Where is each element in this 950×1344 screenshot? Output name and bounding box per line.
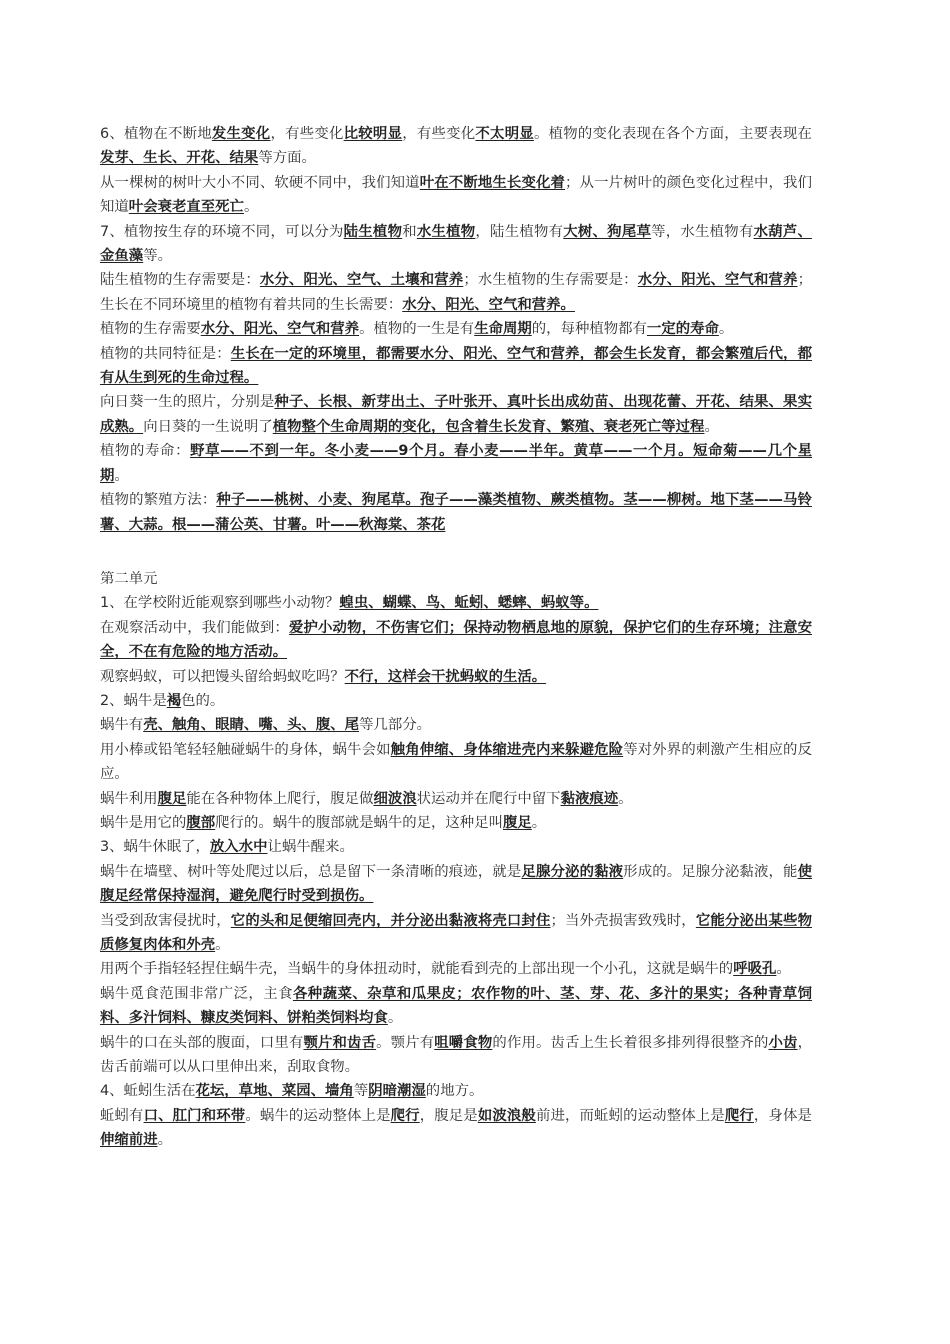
text-segment: 等。 [143,248,172,265]
key-term: 呼吸孔 [733,961,777,978]
key-term: 发生变化 [211,126,271,142]
unit-two-heading: 第二单元 [100,570,158,587]
paragraph [100,342,812,391]
text-segment: 。 [114,467,129,484]
paragraph [100,738,812,787]
text-segment: 前进，而蚯蚓的运动整体上是 [535,1107,725,1124]
paragraph [100,616,812,665]
text-segment: 。 [718,321,734,338]
unit-two-section [100,591,812,1152]
paragraph [100,665,812,689]
key-term: 水分、阳光、空气和营养 [200,321,360,338]
text-segment: 。 [387,1010,403,1027]
key-term: 爬行 [390,1107,420,1124]
document-page [100,122,812,1153]
key-term: 小齿 [768,1034,798,1051]
key-term: 壳、触角、眼睛、嘴、头、腹、尾 [143,717,360,734]
text-segment: ，身体是 [753,1107,812,1124]
key-term: 放入水中 [209,839,268,856]
text-segment: ；从一片树叶的颜色变化过程中，我们知道 [100,174,812,216]
key-term: 爬行 [724,1107,754,1124]
key-term: 褐 [166,692,182,709]
text-segment: 蚯蚓有 [100,1107,144,1124]
key-term: 发芽、生长、开花、结果 [100,150,259,167]
text-segment: 。 [243,199,259,216]
paragraph [100,591,812,615]
paragraph [100,957,812,981]
key-term: 不行，这样会干扰蚂蚁的生活。 [344,668,547,685]
text-segment: 让蜗牛醒来。 [267,839,354,856]
key-term: 水生植物 [416,223,476,240]
key-term: 爱护小动物，不伤害它们；保持动物栖息地的原貌，保护它们的生存环境；注意安全，不在有危险的地方活动。 [100,619,812,661]
key-term: 一定的寿命 [646,321,719,338]
key-term: 使腹足经常保持湿润，避免爬行时受到损伤。 [100,863,812,905]
key-term: 水葫芦、金鱼藻 [100,223,812,265]
text-segment: 。 [157,1132,172,1149]
text-segment: 植物的寿命： [100,443,191,460]
text-segment: 蜗牛利用 [100,790,158,807]
key-term: 种子——桃树、小麦、狗尾草。孢子——藻类植物、蕨类植物。茎——柳树。地下茎——马铃薯、大蒜。根——蒲公英、甘薯。叶——秋海棠、茶花 [100,492,812,533]
text-segment: 植物的生存需要 [100,321,201,338]
text-segment: 形成的。足腺分泌黏液，能 [623,863,798,880]
text-segment: ；生长在不同环境里的植物有着共同的生长需要： [100,272,812,313]
paragraph [100,1104,812,1153]
text-segment: 蜗牛的口在头部的腹面，口里有 [100,1034,304,1051]
text-segment: ，齿舌前端可以从口里伸出来，刮取食物。 [100,1034,812,1076]
key-term: 水分、阳光、空气和营养 [637,272,798,289]
key-term: 细波浪 [373,790,417,807]
text-segment: 7、植物按生存的环境不同，可以分为 [100,223,344,240]
text-segment: 植物的共同特征是： [100,345,231,362]
text-segment: 。 [776,961,791,978]
key-term: 黏液痕迹 [560,790,619,807]
text-segment: 和 [402,223,417,240]
text-segment: 的地方。 [425,1083,484,1100]
text-segment: 植物的繁殖方法： [100,492,217,509]
key-term: 它的头和足便缩回壳内，并分泌出黏液将壳口封住 [230,912,551,929]
paragraph [100,1079,812,1103]
text-segment: 爬行的。蜗牛的腹部就是蜗牛的足，这种足叫 [215,814,503,831]
text-segment: 陆生植物的生存需要是： [100,272,260,289]
text-segment: ，有些变化 [402,126,476,142]
paragraph [100,488,812,537]
text-segment: 用小棒或铅笔轻轻触碰蜗牛的身体，蜗牛会如 [100,741,391,758]
paragraph [100,122,812,171]
key-term: 腹足 [502,814,532,831]
key-term: 伸缩前进 [100,1132,158,1149]
text-segment: 色的。 [181,692,225,709]
text-segment: 等对外界的刺激产生相应的反应。 [100,741,812,783]
text-segment: 蜗牛有 [100,717,144,734]
key-term: 它能分泌出某些物质修复肉体和外壳 [100,912,812,953]
paragraph [100,982,812,1031]
key-term: 蝗虫、蝴蝶、鸟、蚯蚓、蟋蟀、蚂蚁等。 [339,595,599,612]
text-segment: 向日葵一生的照片，分别是 [100,394,275,411]
text-segment: 观察蚂蚁，可以把馒头留给蚂蚁吃吗？ [100,668,345,685]
text-segment: 能在各种物体上爬行，腹足做 [186,790,374,807]
key-term: 阴暗潮湿 [368,1083,426,1100]
text-segment: ，陆生植物有 [475,223,564,240]
key-term: 种子、长根、新芽出土、子叶张开、真叶长出成幼苗、出现花蕾、开花、结果、果实成熟。 [100,394,812,435]
key-term: 生命周期 [474,321,532,338]
paragraph [100,713,812,737]
key-term: 叶会衰老直至死亡 [128,199,244,216]
paragraph [100,317,812,341]
key-term: 叶在不断地生长变化着 [419,174,566,191]
text-segment: 。 [531,814,547,831]
key-term: 如波浪般 [477,1107,536,1124]
key-term: 各种蔬菜、杂草和瓜果皮；农作物的叶、茎、芽、花、多汁的果实；各种青草饲料、多汁饲料、糠皮类饲料、饼粕类饲料均食 [100,985,812,1027]
text-segment: 。 [618,790,633,807]
paragraph [100,1031,812,1080]
text-segment: 等 [353,1083,369,1100]
text-segment: 的，每种植物都有 [531,321,647,338]
key-term: 植物整个生命周期的变化，包含着生长发育、繁殖、衰老死亡等过程 [272,418,705,435]
text-segment: ，腹足是 [419,1107,478,1124]
key-term: 水分、阳光、空气和营养。 [402,296,575,313]
text-segment: ；当外壳损害致残时， [550,912,696,929]
text-segment: 。蜗牛的运动整体上是 [245,1107,391,1124]
paragraph [100,171,812,220]
paragraph [100,268,812,317]
paragraph [100,860,812,909]
paragraph [100,689,812,713]
paragraph [100,787,812,811]
text-segment: 的作用。齿舌上生长着很多排列得很整齐的 [492,1034,769,1051]
key-term: 腹足 [157,790,187,807]
key-term: 生长在一定的环境里，都需要水分、阳光、空气和营养，都会生长发育，都会繁殖后代，都有从生到死的生命过程。 [100,345,812,387]
unit-one-section [100,122,812,537]
text-segment: 。植物的变化表现在各个方面，主要表现在 [533,126,812,142]
text-segment: ，有些变化 [270,126,344,142]
section-gap [100,537,812,567]
text-segment: 蜗牛是用它的 [100,814,187,831]
text-segment: ；水生植物的生存需要是： [463,272,638,289]
text-segment: 1、在学校附近能观察到哪些小动物？ [100,595,340,612]
key-term: 大树、狗尾草 [563,223,652,240]
text-segment: 。颚片有 [376,1034,435,1051]
text-segment: 向日葵的一生说明了 [143,418,273,435]
key-term: 比较明显 [343,126,403,142]
paragraph [100,835,812,859]
paragraph [100,811,812,835]
text-segment: 。 [704,418,719,435]
key-term: 野草——不到一年。冬小麦——9个月。春小麦——半年。黄草——一个月。短命菊——几个星期 [100,443,812,484]
key-term: 不太明显 [475,126,534,142]
text-segment: 3、蜗牛休眠了， [100,839,210,856]
key-term: 颚片和齿舌 [303,1034,377,1051]
text-segment: 从一棵树的树叶大小不同、软硬不同中，我们知道 [100,174,420,191]
paragraph [100,220,812,269]
text-segment: 等几部分。 [359,717,432,734]
text-segment: 等方面。 [258,150,316,167]
text-segment: 用两个手指轻轻捏住蜗牛壳，当蜗牛的身体扭动时，就能看到壳的上部出现一个小孔，这就是蜗牛的 [100,961,734,978]
text-segment: 2、蜗牛是 [100,692,167,709]
text-segment: 等，水生植物有 [651,223,754,240]
key-term: 陆生植物 [343,223,403,240]
key-term: 腹部 [186,814,216,831]
text-segment: 蜗牛觅食范围非常广泛，主食 [100,985,293,1002]
text-segment: 4、蚯蚓生活在 [100,1083,196,1100]
text-segment: 6、植物在不断地 [100,126,212,142]
key-term: 足腺分泌的黏液 [521,863,624,880]
paragraph [100,909,812,958]
key-term: 口、肛门和环带 [143,1107,246,1124]
key-term: 水分、阳光、空气、土壤和营养 [259,272,464,289]
key-term: 花坛，草地、菜园、墙角 [195,1083,354,1100]
paragraph [100,439,812,488]
text-segment: 在观察活动中，我们能做到： [100,619,289,636]
key-term: 触角伸缩、身体缩进壳内来躲避危险 [390,741,624,758]
text-segment: 状运动并在爬行中留下 [416,790,561,807]
text-segment: 。植物的一生是有 [359,321,475,338]
key-term: 咀嚼食物 [434,1034,493,1051]
text-segment: 蜗牛在墙壁、树叶等处爬过以后，总是留下一条清晰的痕迹，就是 [100,863,522,880]
text-segment: 。 [215,937,230,953]
text-segment: 当受到敌害侵扰时， [100,912,231,929]
paragraph [100,390,812,439]
